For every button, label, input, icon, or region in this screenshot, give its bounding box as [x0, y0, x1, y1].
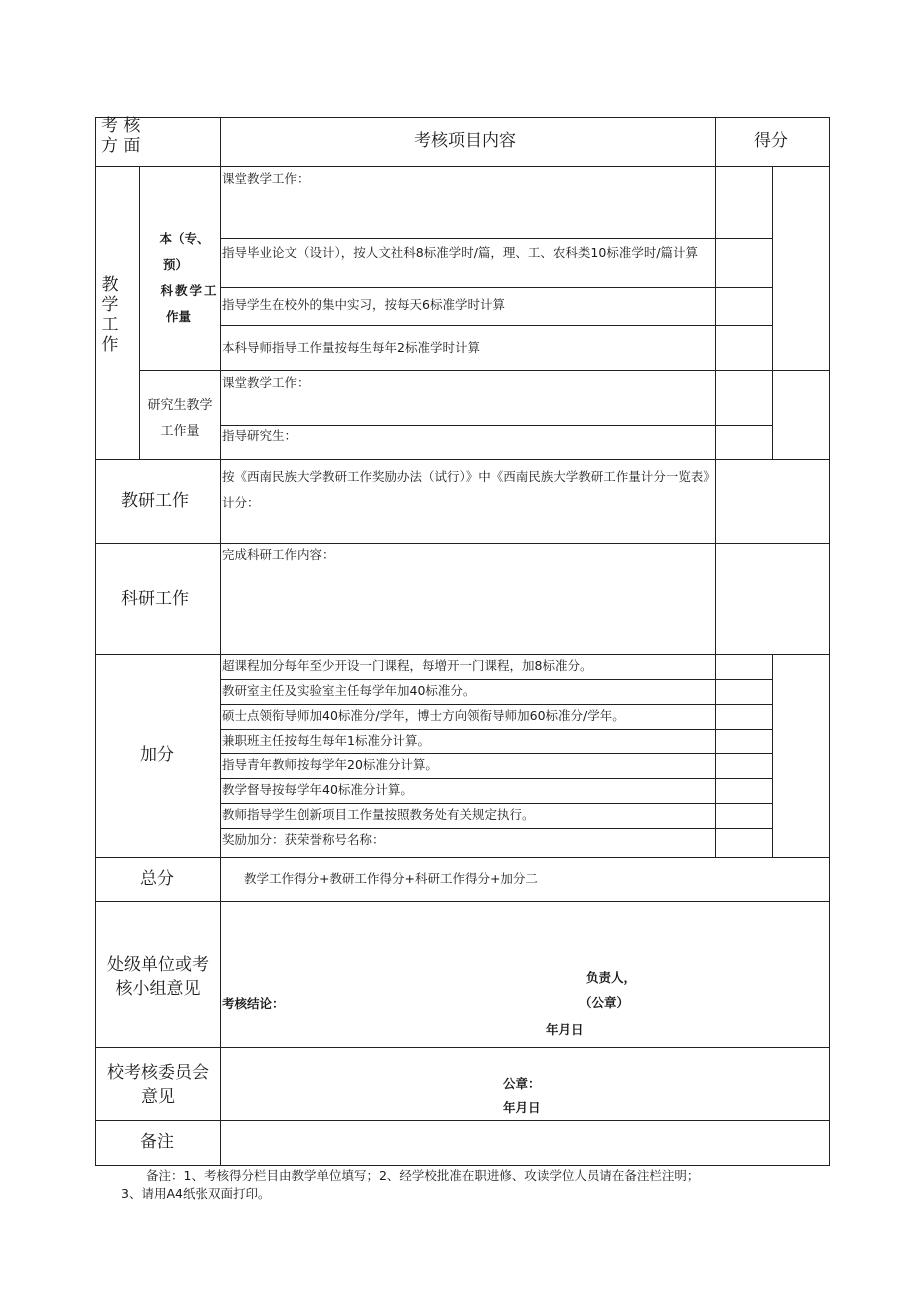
school-opinion-seal: 公章： [503, 1076, 541, 1091]
unit-opinion-label-line: 处级单位或考 [107, 955, 209, 975]
graduate-item: 课堂教学工作： [222, 375, 310, 390]
bonus-item: 硕士点领衔导师加40标准分/学年，博士方向领衔导师加60标准分/学年。 [222, 708, 625, 723]
footnote-line-1: 备注：1、考核得分栏目由教学单位填写；2、经学校批准在职进修、攻读学位人员请在备注栏注明； [146, 1168, 700, 1183]
bonus-label: 加分 [140, 745, 174, 765]
header-aspect-top: 考 核 [101, 116, 141, 136]
teaching-label [98, 275, 122, 355]
undergrad-label-line: 作量 [165, 309, 191, 324]
teaching-label-char: 工 [101, 315, 119, 335]
school-opinion-label [96, 1061, 220, 1109]
header-content-label: 考核项目内容 [414, 131, 516, 151]
header-aspect-bottom: 方 面 [101, 136, 141, 156]
undergrad-item: 指导毕业论文（设计），按人文社科8标准学时/篇，理、工、农科类10标准学时/篇计算 [222, 245, 699, 260]
undergrad-item: 本科导师指导工作量按每生每年2标准学时计算 [222, 340, 480, 355]
total-formula: 教学工作得分+教研工作得分+科研工作得分+加分二 [244, 871, 538, 886]
header-score-label: 得分 [754, 131, 788, 151]
bonus-item: 奖励加分：获荣誉称号名称： [222, 832, 385, 847]
teaching-label-char: 教 [101, 275, 119, 295]
undergrad-label-line: 科教学工 [160, 283, 219, 298]
research-content: 完成科研工作内容： [222, 547, 335, 562]
teaching-label-char: 作 [101, 335, 119, 355]
teaching-research-content: 按《西南民族大学教研工作奖励办法（试行）》中《西南民族大学教研工作量计分一览表》计分： [222, 469, 710, 510]
unit-opinion-conclusion: 考核结论： [222, 996, 285, 1011]
bonus-item: 兼职班主任按每生每年1标准分计算。 [222, 733, 430, 748]
unit-opinion-label [96, 953, 220, 1001]
undergrad-label-line: 本（专、 [159, 231, 210, 246]
bonus-item: 教师指导学生创新项目工作量按照教务处有关规定执行。 [222, 807, 535, 822]
teaching-research-label: 教研工作 [121, 491, 189, 511]
unit-opinion-responsible: 负责人， [586, 970, 637, 985]
undergrad-item: 指导学生在校外的集中实习，按每天6标准学时计算 [222, 297, 505, 312]
graduate-label [140, 393, 220, 445]
bonus-item: 教学督导按每学年40标准分计算。 [222, 782, 413, 797]
remarks-label: 备注 [140, 1132, 174, 1152]
research-label: 科研工作 [121, 589, 189, 609]
bonus-item: 教研室主任及实验室主任每学年加40标准分。 [222, 683, 476, 698]
school-opinion-label-line: 校考核委员会 [107, 1063, 209, 1083]
bonus-item: 指导青年教师按每学年20标准分计算。 [222, 757, 438, 772]
undergrad-label-line: 预） [162, 257, 188, 272]
bonus-item: 超课程加分每年至少开设一门课程，每增开一门课程，加8标准分。 [222, 658, 593, 673]
unit-opinion-label-line: 核小组意见 [115, 979, 201, 999]
graduate-label-line: 工作量 [160, 424, 200, 439]
unit-opinion-date: 年月日 [546, 1022, 584, 1037]
teaching-label-char: 学 [101, 295, 119, 315]
school-opinion-date: 年月日 [503, 1100, 541, 1115]
footnote-line-2: 3、请用A4纸张双面打印。 [121, 1186, 271, 1201]
undergrad-label [141, 226, 220, 330]
graduate-item: 指导研究生： [222, 428, 298, 443]
graduate-label-line: 研究生教学 [147, 398, 213, 413]
total-label: 总分 [140, 869, 174, 889]
unit-opinion-seal: （公章） [579, 995, 630, 1010]
school-opinion-label-line: 意见 [141, 1087, 175, 1107]
undergrad-item: 课堂教学工作： [222, 171, 310, 186]
